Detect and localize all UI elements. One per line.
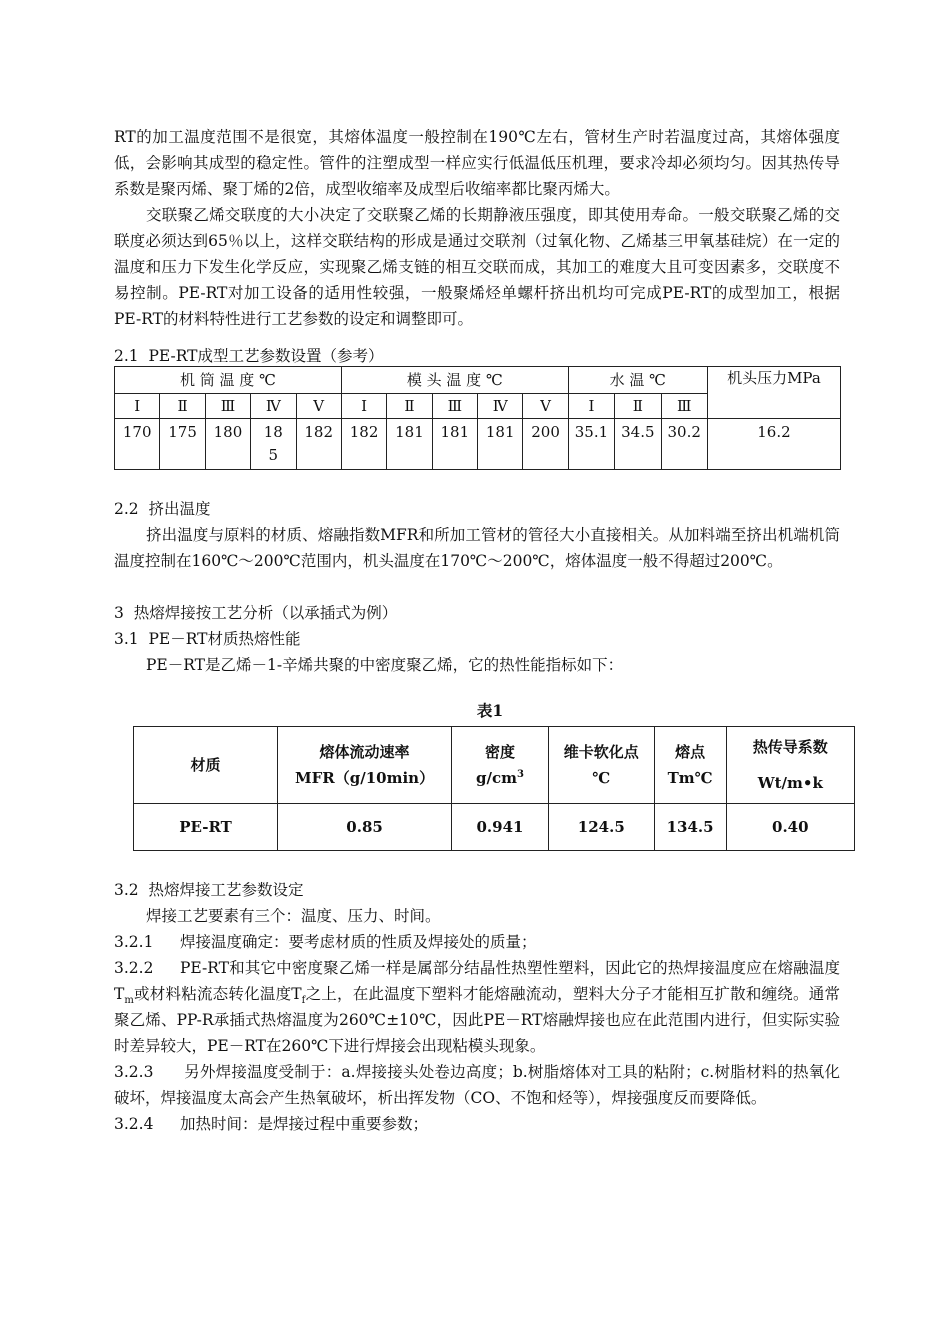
water-col: Ⅰ: [568, 394, 614, 419]
density-header: [452, 727, 549, 804]
density-header-line2: [453, 765, 547, 791]
water-col: Ⅱ: [615, 394, 661, 419]
vicat-header: [548, 727, 654, 804]
section-2-1-heading: 2.1 PE-RT成型工艺参数设置（参考）: [114, 347, 384, 365]
section-2-2-heading: 2.2 挤出温度: [114, 500, 211, 518]
water-val: 30.2: [661, 419, 707, 470]
water-val: 35.1: [568, 419, 614, 470]
die-col: Ⅱ: [387, 394, 432, 419]
table-1-title: 表1: [476, 701, 504, 720]
tf-subscript: f: [301, 995, 306, 1007]
tm-subscript: m: [124, 995, 134, 1007]
die-val: 181: [478, 419, 523, 470]
barrel-col: Ⅰ: [115, 394, 160, 419]
section-3-2-4-text: 加热时间：是焊接过程中重要参数；: [180, 1115, 429, 1133]
section-3-1-text: PE－RT是乙烯－1-辛烯共聚的中密度聚乙烯，它的热性能指标如下：: [146, 656, 624, 674]
mfr-header: [278, 727, 452, 804]
section-3-2-1-text: 焊接温度确定：要考虑材质的性质及焊接处的质量；: [180, 933, 537, 951]
barrel-val: [251, 419, 296, 470]
section-3-2-heading: 3.2 热熔焊接工艺参数设定: [114, 881, 304, 899]
die-col: Ⅲ: [432, 394, 477, 419]
section-3-2-1: [114, 929, 840, 955]
melt-header-line2: Tm℃: [667, 769, 713, 787]
barrel-val: 180: [205, 419, 250, 470]
process-parameter-table: [114, 366, 841, 470]
density-unit: g/cm: [476, 769, 517, 787]
barrel-col: Ⅱ: [160, 394, 205, 419]
barrel-val-wrapped: 185: [263, 423, 283, 464]
barrel-col: Ⅴ: [296, 394, 341, 419]
mfr-value: 0.85: [278, 804, 452, 851]
thermal-unit-dot: •: [802, 774, 813, 792]
document-page: [114, 124, 840, 1137]
material-value: PE-RT: [134, 804, 278, 851]
die-val: 200: [523, 419, 568, 470]
vicat-value: 124.5: [548, 804, 654, 851]
section-2-2-text: 挤出温度与原料的材质、熔融指数MFR和所加工管材的管径大小直接相关。从加料端至挤出机端机筒温度控制在160℃～200℃范围内，机头温度在170℃～200℃，熔体温度一般不得超过200℃。: [114, 526, 840, 570]
die-temp-header: 模 头 温 度 ℃: [341, 367, 568, 394]
section-3-2-3: [114, 1059, 840, 1111]
die-val: 181: [387, 419, 432, 470]
water-val: 34.5: [615, 419, 661, 470]
section-3-2-3-text: 另外焊接温度受制于：a.焊接接头处卷边高度；b.树脂熔体对工具的粘附；c.树脂材料的热氧化破坏，焊接温度太高会产生热氧破坏，析出挥发物（CO、不饱和烃等），焊接强度反而要降低。: [114, 1063, 840, 1107]
density-header-line1: 密度: [484, 743, 515, 761]
water-col: Ⅲ: [661, 394, 707, 419]
thermal-header-line1: 热传导系数: [752, 738, 828, 756]
thermal-properties-table: [133, 726, 855, 851]
section-3-2-2-text-c: 之上，在此温度下塑料才能熔融流动，塑料大分子才能相互扩散和缠绕。通常聚乙烯、PP-R承插式热熔温度为260℃±10℃，因此PE－RT熔融焊接也应在此范围内进行，但实际实验时差异较大，PE－RT在260℃下进行焊接会出现粘模头现象。: [114, 985, 840, 1055]
die-val: 181: [432, 419, 477, 470]
melt-value: 134.5: [654, 804, 726, 851]
section-3-2-2-text-b: 或材料粘流态转化温度T: [133, 985, 302, 1003]
mfr-header-line2: MFR（g/10min）: [295, 769, 435, 787]
section-3-2-intro: 焊接工艺要素有三个：温度、压力、时间。: [146, 907, 441, 925]
head-pressure-header: 机头压力MPa: [707, 367, 840, 419]
intro-paragraph-1: RT的加工温度范围不是很宽，其熔体温度一般控制在190℃左右，管材生产时若温度过高，其熔体强度低，会影响其成型的稳定性。管件的注塑成型一样应实行低温低压机理，要求冷却必须均匀。因其热传导系数是聚丙烯、聚丁烯的2倍，成型收缩率及成型后收缩率都比聚丙烯大。: [114, 128, 840, 198]
barrel-col: Ⅳ: [251, 394, 296, 419]
die-col: Ⅰ: [341, 394, 386, 419]
section-3-2-1-number: 3.2.1: [114, 933, 154, 951]
section-3-2-2-text-a: PE-RT和其它中密度聚乙烯一样是属部分结晶性热塑性塑料，因此它的热焊接温度应在熔融温度T: [114, 959, 840, 1003]
intro-paragraph-2: 交联聚乙烯交联度的大小决定了交联聚乙烯的长期静液压强度，即其使用寿命。一般交联聚乙烯的交联度必须达到65％以上，这样交联结构的形成是通过交联剂（过氧化物、乙烯基三甲氧基硅烷）在一定的温度和压力下发生化学反应，实现聚乙烯支链的相互交联而成，其加工的难度大且可变因素多，交联度不易控制。PE-RT对加工设备的适用性较强，一般聚烯烃单螺杆挤出机均可完成PE-RT的成型加工，根据PE-RT的材料特性进行工艺参数的设定和调整即可。: [114, 206, 840, 328]
thermal-header: [726, 727, 854, 804]
thermal-header-line2: [728, 770, 853, 796]
water-temp-header: 水 温 ℃: [568, 367, 707, 394]
density-unit-sup: 3: [517, 769, 524, 780]
section-3-2-2-number: 3.2.2: [114, 959, 154, 977]
melt-header-line1: 熔点: [675, 743, 706, 761]
material-header: 材质: [134, 727, 278, 804]
die-val: 182: [341, 419, 386, 470]
barrel-col: Ⅲ: [205, 394, 250, 419]
barrel-val: 170: [115, 419, 160, 470]
vicat-header-line2: ℃: [592, 769, 611, 787]
die-col: Ⅴ: [523, 394, 568, 419]
section-3-2-3-number: 3.2.3: [114, 1063, 154, 1081]
section-3-heading: 3 热熔焊接按工艺分析（以承插式为例）: [114, 604, 398, 622]
barrel-val: 182: [296, 419, 341, 470]
die-col: Ⅳ: [478, 394, 523, 419]
melt-header: [654, 727, 726, 804]
section-3-2-4-number: 3.2.4: [114, 1115, 154, 1133]
section-3-2-2: [114, 955, 840, 1059]
mfr-header-line1: 熔体流动速率: [319, 743, 410, 761]
barrel-temp-header: 机 筒 温 度 ℃: [115, 367, 342, 394]
thermal-unit-k: k: [812, 774, 823, 792]
section-3-1-heading: 3.1 PE－RT材质热熔性能: [114, 630, 301, 648]
barrel-val: 175: [160, 419, 205, 470]
pressure-val: 16.2: [707, 419, 840, 470]
section-3-2-4: [114, 1111, 840, 1137]
thermal-unit: Wt/m: [757, 774, 803, 792]
vicat-header-line1: 维卡软化点: [563, 743, 639, 761]
thermal-value: 0.40: [726, 804, 854, 851]
density-value: 0.941: [452, 804, 549, 851]
